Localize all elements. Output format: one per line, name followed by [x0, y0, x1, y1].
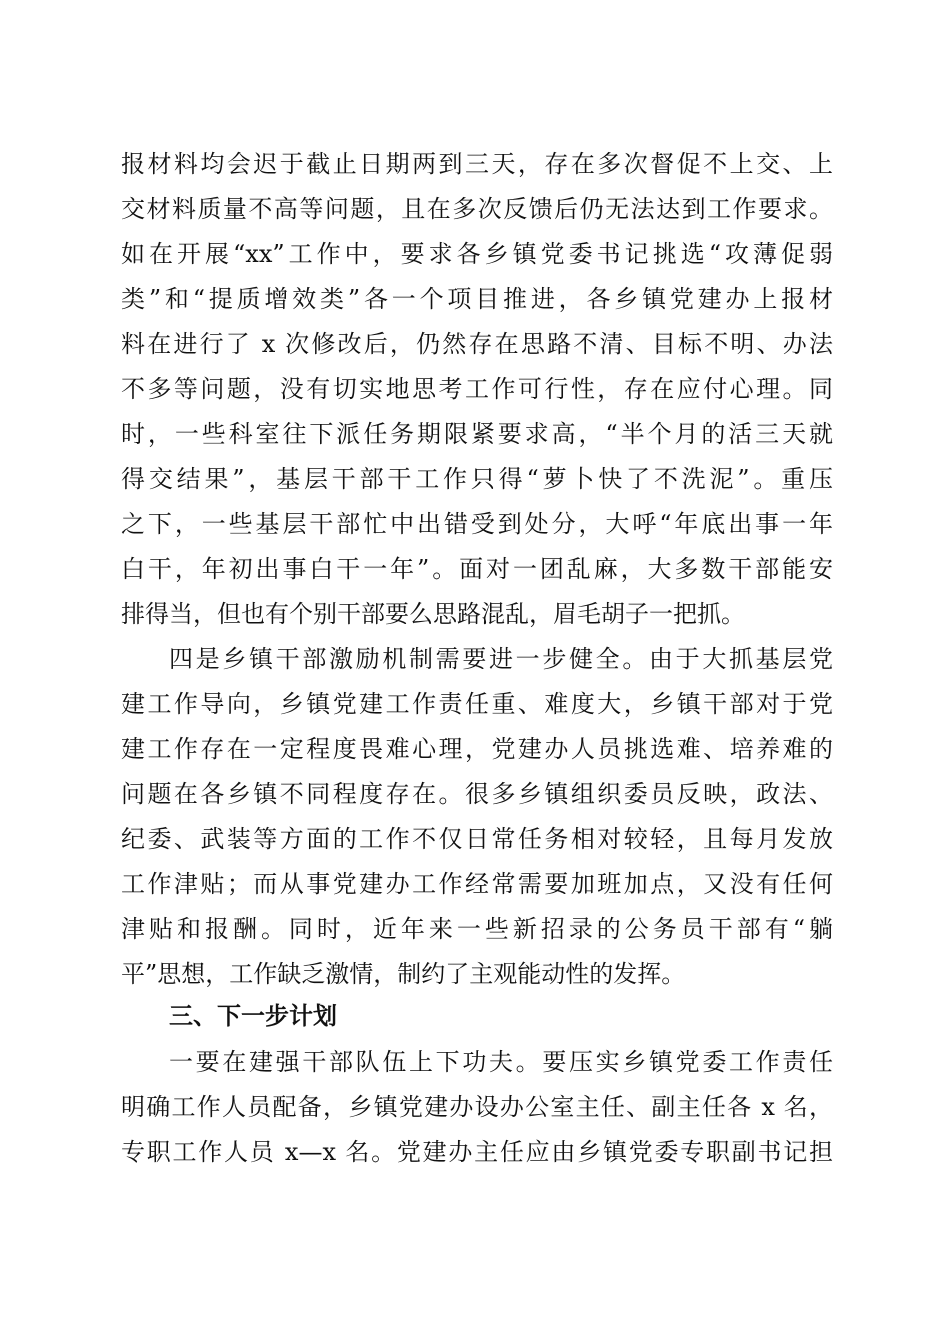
paragraph-line: 类”和“提质增效类”各一个项目推进，各乡镇党建办上报材	[121, 285, 833, 313]
paragraph-line: 报材料均会迟于截止日期两到三天，存在多次督促不上交、上	[121, 150, 833, 178]
paragraph-line: 建工作存在一定程度畏难心理，党建办人员挑选难、培养难的	[121, 735, 833, 763]
paragraph-line: 不多等问题，没有切实地思考工作可行性，存在应付心理。同	[121, 375, 833, 403]
paragraph-line: 明确工作人员配备，乡镇党建办设办公室主任、副主任各 x 名，	[121, 1093, 833, 1121]
paragraph-line: 纪委、武装等方面的工作不仅日常任务相对较轻，且每月发放	[121, 825, 833, 853]
paragraph-line: 专职工作人员 x—x 名。党建办主任应由乡镇党委专职副书记担	[121, 1138, 833, 1166]
paragraph-line: 白干，年初出事白干一年”。面对一团乱麻，大多数干部能安	[121, 555, 833, 583]
section-heading: 三、下一步计划	[169, 1002, 337, 1030]
paragraph-line: 四是乡镇干部激励机制需要进一步健全。由于大抓基层党	[169, 645, 833, 673]
paragraph-line: 如在开展“xx”工作中，要求各乡镇党委书记挑选“攻薄促弱	[121, 240, 833, 268]
paragraph-line: 时，一些科室往下派任务期限紧要求高，“半个月的活三天就	[121, 420, 833, 448]
paragraph-line: 料在进行了 x 次修改后，仍然存在思路不清、目标不明、办法	[121, 330, 833, 358]
paragraph-line: 之下，一些基层干部忙中出错受到处分，大呼“年底出事一年	[121, 510, 833, 538]
paragraph-line: 问题在各乡镇不同程度存在。很多乡镇组织委员反映，政法、	[121, 780, 833, 808]
paragraph-line: 平”思想，工作缺乏激情，制约了主观能动性的发挥。	[121, 960, 686, 988]
paragraph-line: 津贴和报酬。同时，近年来一些新招录的公务员干部有“躺	[121, 915, 833, 943]
paragraph-line: 一要在建强干部队伍上下功夫。要压实乡镇党委工作责任	[169, 1048, 833, 1076]
paragraph-line: 建工作导向，乡镇党建工作责任重、难度大，乡镇干部对于党	[121, 690, 833, 718]
paragraph-line: 排得当，但也有个别干部要么思路混乱，眉毛胡子一把抓。	[121, 600, 745, 628]
paragraph-line: 得交结果”，基层干部干工作只得“萝卜快了不洗泥”。重压	[121, 465, 833, 493]
paragraph-line: 工作津贴；而从事党建办工作经常需要加班加点，又没有任何	[121, 870, 833, 898]
paragraph-line: 交材料质量不高等问题，且在多次反馈后仍无法达到工作要求。	[121, 195, 833, 223]
